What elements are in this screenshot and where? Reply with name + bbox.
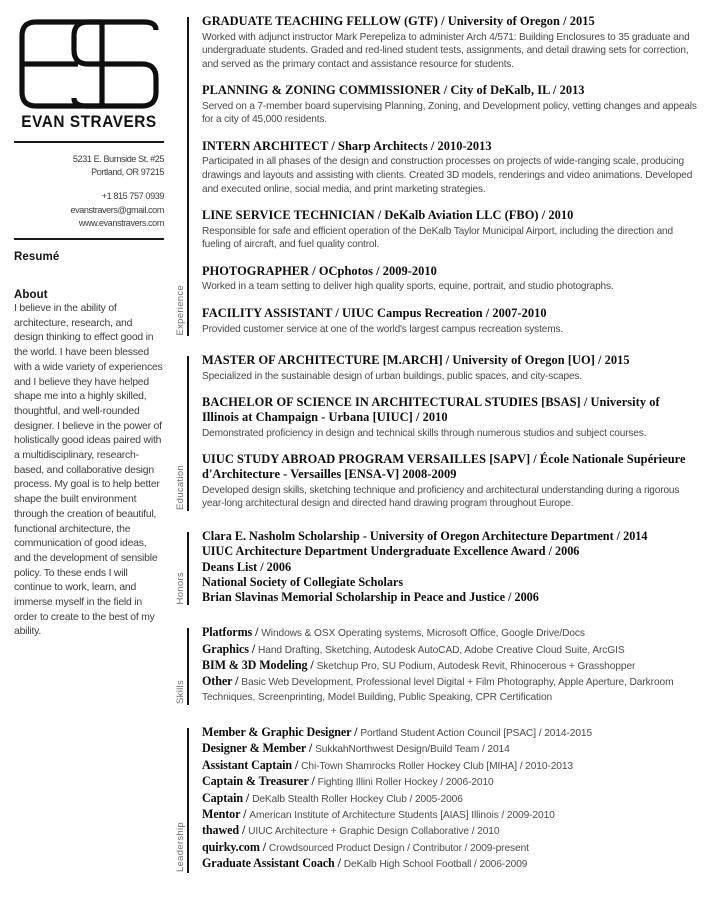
honors-item: Deans List / 2006 [202, 559, 292, 574]
experience-entry [202, 83, 699, 127]
skills-item-value: Basic Web Development, Professional level Digital + Film Photography, Apple Aperture, Darkroom Techniques, Screenprinting, Model Building, Public Speaking, CPR Certification [202, 676, 674, 703]
education-entry [202, 452, 699, 511]
resume-heading: Resumé [14, 251, 60, 264]
entry-title: FACILITY ASSISTANT / UIUC Campus Recreation / 2007-2010 [202, 306, 547, 321]
entry-title: UIUC STUDY ABROAD PROGRAM VERSAILLES [SAPV] / École Nationale Supérieure d'Architecture - Versailles [ENSA-V] 2008-2009 [202, 452, 686, 482]
honors-item: Brian Slavinas Memorial Scholarship in Peace and Justice / 2006 [202, 590, 539, 605]
about-body-text: I believe in the ability of architecture, research, and design thinking to effect good in the world. I have been blessed with a wide variety of experiences and I believe they have helped shape me into a highly skilled, thoughtful, and well-rounded designer. I believe in the power of holistically good ideas paired with a multidisciplinary, research-based, and collaborative design process. My goal is to help better shape the built environment through the creation of beautiful, functional architecture, the communication of good ideas, and the development of sensible policy. To these ends I will continue to work, learn, and immerse myself in the field in order to create to the best of my ability. [14, 303, 163, 638]
skills-rule [187, 628, 189, 704]
leadership-rule [187, 728, 189, 873]
skills-item: Graphics / Hand Drafting, Sketching, Autodesk AutoCAD, Adobe Creative Cloud Suite, ArcGIS [202, 641, 625, 656]
entry-description: Provided customer service at one of the world's largest campus recreation systems. [202, 323, 564, 335]
skills-item-key: BIM & 3D Modeling [202, 657, 308, 672]
experience-entry [202, 264, 699, 294]
skills-label: Skills [175, 679, 186, 704]
leadership-item-key: Graduate Assistant Coach [202, 856, 335, 871]
entry-title: GRADUATE TEACHING FELLOW (GTF) / University of Oregon / 2015 [202, 14, 595, 28]
entry-description: Worked with adjunct instructor Mark Perepeliza to administer Arch 4/571: Building Enclosures to 35 graduate and undergraduate students. Graded and red-lined student tests, assignments, and detail drawing sets for correction, and served as the primary contact and assistance resource for students. [202, 31, 690, 70]
entry-description: Responsible for safe and efficient operation of the DeKalb Taylor Municipal Airport, including the direction and fueling of aircraft, and fuel quality control. [202, 225, 673, 251]
leadership-label: Leadership [175, 821, 186, 872]
skills-item-key: Platforms [202, 625, 253, 640]
skills-item: Platforms / Windows & OSX Operating systems, Microsoft Office, Google Drive/Docs [202, 625, 585, 640]
leadership-item: Graduate Assistant Coach / DeKalb High School Football / 2006-2009 [202, 856, 528, 871]
section-experience [176, 14, 699, 336]
full-name: EVAN STRAVERS [21, 113, 157, 131]
entry-description: Specialized in the sustainable design of urban buildings, public spaces, and city-scapes. [202, 370, 582, 382]
skills-item: BIM & 3D Modeling / Sketchup Pro, SU Podium, Autodesk Revit, Rhinocerous + Grasshopper [202, 657, 636, 672]
leadership-item-key: Captain [202, 790, 243, 805]
es-monogram-icon [16, 18, 162, 110]
honors-item: UIUC Architecture Department Undergraduate Excellence Award / 2006 [202, 544, 580, 559]
leadership-item-value: Portland Student Action Council [PSAC] / 2014-2015 [360, 727, 593, 739]
leadership-item-value: Chi-Town Shamrocks Roller Hockey Club [MIHA] / 2010-2013 [301, 760, 573, 772]
education-rule [187, 356, 189, 511]
contact-block [22, 153, 165, 230]
entry-title: INTERN ARCHITECT / Sharp Architects / 2010-2013 [202, 138, 492, 153]
about-heading: About [14, 289, 48, 302]
email-address[interactable]: evanstravers@gmail.com [70, 204, 164, 216]
monogram-logo [14, 14, 164, 112]
skills-item-key: Other [202, 673, 233, 688]
leadership-item: Assistant Captain / Chi-Town Shamrocks Roller Hockey Club [MIHA] / 2010-2013 [202, 757, 573, 772]
education-label: Education [175, 465, 186, 510]
skills-item-key: Graphics [202, 641, 249, 656]
leadership-item: quirky.com / Crowdsourced Product Design / Contributor / 2009-present [202, 839, 529, 854]
education-entry [202, 353, 699, 383]
leadership-item-key: Mentor [202, 806, 241, 821]
leadership-item-value: DeKalb High School Football / 2006-2009 [343, 859, 528, 871]
entry-title: BACHELOR OF SCIENCE IN ARCHITECTURAL STUDIES [BSAS] / University of Illinois at Champaign - Urbana [UIUC] / 2010 [202, 395, 660, 425]
leadership-item: Captain / DeKalb Stealth Roller Hockey Club / 2005-2006 [202, 790, 463, 805]
phone-number: +1 815 757 0939 [101, 191, 164, 203]
section-honors [176, 529, 699, 605]
entry-description: Demonstrated proficiency in design and technical skills through numerous studios and subject courses. [202, 427, 647, 439]
leadership-item-key: Captain & Treasurer [202, 774, 309, 789]
honors-rule [187, 532, 189, 605]
entry-title: PHOTOGRAPHER / OCphotos / 2009-2010 [202, 263, 437, 278]
education-entry [202, 395, 699, 440]
honors-item: National Society of Collegiate Scholars [202, 574, 404, 589]
divider-under-contact [14, 238, 164, 240]
honors-list [198, 529, 699, 605]
education-entries [198, 353, 699, 511]
leadership-item: Designer & Member / SukkahNorthwest Design/Build Team / 2014 [202, 741, 510, 756]
skills-item-value: Sketchup Pro, SU Podium, Autodesk Revit, Rhinocerous + Grasshopper [316, 660, 636, 672]
honors-rail [176, 529, 198, 605]
experience-label: Experience [175, 284, 186, 336]
entry-description: Participated in all phases of the design and construction processes on projects of wide-ranging scale, producing drawings and layouts and assisting with clients. Created 3D models, renderings and video animations. Developed and executed online, social media, and print marketing strategies. [202, 156, 693, 195]
leadership-list [198, 725, 699, 873]
website-url[interactable]: www.evanstravers.com [78, 217, 164, 229]
entry-description: Developed design skills, sketching technique and proficiency and architectural understanding during a rigorous year-long architectural design and directed hand drawing program throughout Europe. [202, 484, 680, 510]
contact-spacer [22, 179, 165, 190]
address-line-2: Portland, OR 97215 [91, 167, 164, 179]
leadership-item-key: Designer & Member [202, 741, 306, 756]
skills-item-value: Hand Drafting, Sketching, Autodesk AutoCAD, Adobe Creative Cloud Suite, ArcGIS [258, 644, 625, 656]
leadership-item-value: DeKalb Stealth Roller Hockey Club / 2005-2006 [252, 793, 463, 805]
entry-description: Served on a 7-member board supervising Planning, Zoning, and Development policy, vetting changes and appeals for a city of 45,000 residents. [202, 100, 697, 126]
honors-label: Honors [175, 572, 186, 605]
honors-item: Clara E. Nasholm Scholarship - University of Oregon Architecture Department / 2014 [202, 529, 648, 543]
entry-title: PLANNING & ZONING COMMISSIONER / City of DeKalb, IL / 2013 [202, 83, 585, 98]
section-leadership [176, 725, 699, 873]
experience-entry [202, 208, 699, 252]
leadership-item: Mentor / American Institute of Architecture Students [AIAS] Illinois / 2009-2010 [202, 806, 555, 821]
leadership-item-value: UIUC Architecture + Graphic Design Collaborative / 2010 [248, 826, 500, 838]
experience-entries [198, 14, 699, 336]
experience-entry [202, 14, 699, 71]
leadership-item-key: Assistant Captain [202, 757, 293, 772]
entry-title: MASTER OF ARCHITECTURE [M.ARCH] / University of Oregon [UO] / 2015 [202, 353, 630, 368]
leadership-item-value: Fighting Illini Roller Hockey / 2006-2010 [317, 777, 494, 789]
experience-entry [202, 139, 699, 196]
leadership-item-value: SukkahNorthwest Design/Build Team / 2014 [315, 744, 510, 756]
leadership-item-key: quirky.com [202, 839, 260, 854]
divider-under-name [14, 141, 164, 143]
leadership-item: thawed / UIUC Architecture + Graphic Design Collaborative / 2010 [202, 823, 500, 838]
left-sidebar [0, 0, 176, 914]
skills-item-value: Windows & OSX Operating systems, Microsoft Office, Google Drive/Docs [261, 628, 585, 640]
address-line-1: 5231 E. Burnside St. #25 [72, 154, 164, 165]
leadership-rail [176, 725, 198, 873]
leadership-item-value: American Institute of Architecture Students [AIAS] Illinois / 2009-2010 [249, 809, 555, 821]
experience-entry [202, 306, 699, 336]
leadership-item-key: Member & Graphic Designer [202, 724, 352, 739]
entry-description: Worked in a team setting to deliver high quality sports, equine, portrait, and studio photographs. [202, 281, 614, 293]
skills-list [198, 625, 699, 704]
main-content [176, 0, 707, 914]
section-skills [176, 625, 699, 704]
leadership-item: Captain & Treasurer / Fighting Illini Roller Hockey / 2006-2010 [202, 774, 494, 789]
education-rail [176, 353, 198, 511]
leadership-item: Member & Graphic Designer / Portland Student Action Council [PSAC] / 2014-2015 [202, 724, 593, 739]
skills-item: Other / Basic Web Development, Professional level Digital + Film Photography, Apple Aperture, Darkroom Techniques, Screenprinting, Model Building, Public Speaking, CPR Certification [202, 673, 674, 703]
entry-title: LINE SERVICE TECHNICIAN / DeKalb Aviation LLC (FBO) / 2010 [202, 208, 574, 223]
section-education [176, 353, 699, 511]
experience-rule [187, 17, 189, 336]
leadership-item-value: Crowdsourced Product Design / Contributor / 2009-present [268, 842, 529, 854]
skills-rail [176, 625, 198, 704]
experience-rail [176, 14, 198, 336]
leadership-item-key: thawed [202, 823, 240, 838]
